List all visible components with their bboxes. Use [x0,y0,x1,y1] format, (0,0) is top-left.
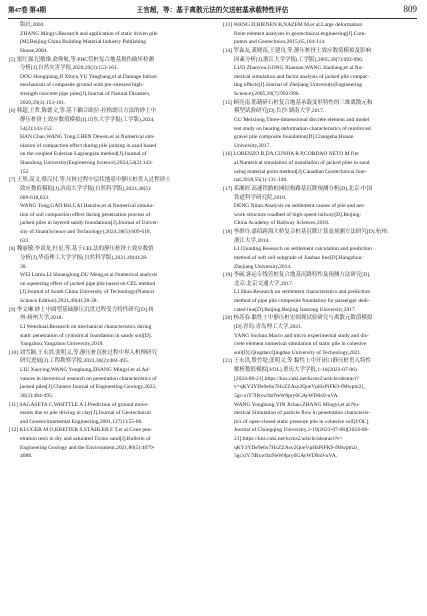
reference-line: tics of open-closed static pressure pile in cohesive soil[J/OL]. [234,418,370,425]
reference-line: LI Shuo.Research on settlement characteristics and prediction [234,289,371,296]
reference-line: 浙江大学,2014. [234,237,270,244]
reference-line: 州:扬州大学,2018. [20,315,63,322]
reference-line: [14] 罗淼友,龚晓南,王建良,等.静压桩挤土效应数值模拟及影响 [223,47,372,54]
reference-line: [17] 邓湘婷.高速铁路桩网结构路基沉降预测分析[D].北京:中国 [223,185,372,192]
reference-line: [6] 韩超,王哲,陈德文,等.基于耦合欧拉-拉格朗日方法的砂土中 [9,108,157,115]
reference-line: [M].Beijing:China Building Material Industry Publishing [20,39,147,46]
reference-line: 5gc-xiY7IRxw9ztNeW8pry6GAyWD0n9-uVA. [234,392,339,399]
reference-line: puters and Geotechnics,2015,65,104-114. [234,39,326,46]
reference-line: cated line[D].Beijing:Beijing Jiaotong University,2017. [234,306,357,313]
reference-line: etration tests in dry and saturated Ticino sand[J].Bulletin of [20,436,151,442]
reference-line: 因素分析[J].浙江大学学报(工学版),2005,39(7):992-996. [234,56,364,63]
reference-line: [11] SAGASETA C,WHITTLE A J.Prediction of ground move- [9,401,149,408]
reference-line: ulation of compaction effect during pile jacking in sand based [20,142,156,149]
reference-line: work structure roadbed of high-speed railway[D].Beijing: [234,211,362,218]
reference-line: and Geoenvironmental Engineering,2001,127(1):55-66. [20,418,143,425]
reference-line: 版社,2004. [20,22,45,28]
reference-line: static penetration of cylindrical foundation in sandy soil[D]. [20,332,152,339]
reference-line: 5gcxiY7IRxw9ztNeW8pry6GAyWD0n9-uVA. [234,453,338,460]
reference-line: merical Simulation of particle flow in penetration characteris- [234,410,371,417]
reference-line: 分析[J].自然灾害学报,2020,29(3):153-161. [20,65,119,72]
reference-line: Engineering Geology and the Environment,2021,80(5):4079- [20,444,155,451]
reference-line: LIU Xueying,WANG Yonghong,ZHANG Mingyi,et al.Ad- [20,367,151,373]
reference-line: method of soft soil subgrade of Jiashao line[D].Hangzhou: [234,254,363,261]
reference-line: vances in theoretical research on penetration characteristics of [20,375,157,382]
reference-line: sity of Jinan(Science and Technology),2024,38(5):609-618, [20,229,152,235]
reference-line: v=qKY3YDe9e6o7HxZZAsy2QoeVpHxPiFK9-fMwpm2i_ [234,384,366,391]
reference-line: Yangzhou:Yangzhou University,2018. [20,341,104,348]
reference-line: [9] 李文琳.砂土中圆型基础静压沉贯过程受力特性研究[D].扬 [9,306,154,313]
reference-line: strength concrete pipe piles[J].Journal of Natural Disasters, [20,91,151,97]
reference-line: 北京:北京交通大学,2017. [234,280,294,287]
running-title: 王官超，等：基于离散元法的欠送桩基承载特性评估 [136,7,289,14]
reference-line: [18] 李群玲.嘉绍跨海大桥复合桩基沉降计算及预测方法研究[D].杭州: [223,229,389,235]
reference-line: China Academy of Railway Sciences,2018. [234,220,330,227]
reference-line: DOU Hongqiang,JI Xinyu,YU Yanghang,et al.Damage failure [20,73,157,80]
reference-line: [D].青岛:青岛理工大学,2021. [234,323,303,330]
reference-line: ments due to pile driving in clay[J].Journal of Geotechnical [20,410,151,417]
reference-line: LI Wenshuai.Research on mechanical characteristics during [20,323,152,330]
reference-line: on the coupled Eulerian-Lagrangian method[J].Journal of [20,151,147,158]
reference-line: [J].Journal of South China University of Technology(Natural [20,289,155,296]
reference-line: 30(2):484-495. [20,392,54,399]
reference-line: 铁道科学研究院,2018. [234,194,287,201]
reference-line: 633. [20,237,30,244]
volume-issue: 第47卷 第4期 [8,7,46,14]
running-header [8,4,417,19]
reference-line: [2024-08-21].https://kns.cnki.net/kcms2/article/abstract? [234,375,359,382]
reference-line: 4088. [20,453,33,460]
reference-line: 609-618,633. [20,194,50,201]
reference-line: jacked piles in layered sandy foundations[J].Journal of Univer- [20,220,159,227]
reference-line: method of pipe pile composite foundation for passenger dedi- [234,298,370,304]
reference-line: on squeezing effect of jacked pipe pile based on CEL method [20,280,156,287]
references-left-column [9,21,203,461]
reference-line: [8] 魏丽敏,李双龙,杜星,等.基于CEL法的静压桩挤土效应数值 [9,246,154,253]
reference-line: jacked piles[J].Chinese Journal of Engineering Geology,2022, [20,384,157,391]
reference-line: ZHANG Mingyi.Research and application of static driven pile [20,30,158,37]
reference-line: [15] 顾亮南.筋籍碎石桩复合地基承载变形特性的三维离散元和 [223,99,373,106]
reference-line: 54(2):143-152. [20,125,54,132]
reference-line: qKY3YDe9e6o7HxZZAsy2QoeVpHxPiFK9-fMwpm2i_ [234,444,360,451]
reference-line: crete element numerical simulation of static pile in cohesive [234,341,367,348]
reference-line: 研究进展[J].工程勘察学报,2022,30(2):484-495. [20,358,130,365]
reference-line: nal,2018,55(1):131-146. [234,177,288,184]
reference-line: 152. [20,168,30,175]
reference-line: 2020,29(3):153-161. [20,99,66,106]
reference-line: Journal of Chongqing University,1-10(2023-07-06)[2024-08- [234,427,369,434]
reference-line: LI Chunling.Research on settlement calculation and prediction [234,246,372,253]
reference-line: House,2004. [20,47,48,54]
reference-line: [7] 王彤,高文,蔡汉付,等.压桩过程中层状地基中静压桩贯入过程挤土 [9,177,171,184]
reference-line: [12] KLUGER M O,KREITER S,STÄHLER F T,et al.Cone pen- [9,427,153,434]
reference-line: YANG Suchun.Macro and micro experimental study and dis- [234,332,369,339]
reference-line: Shandong University(Engineering Science),2024,54(2):143- [20,160,153,166]
reference-line: al.Numerical simulation of installation of jacked piles in sand [234,160,370,166]
reference-line: Zhejiang University,2014. [234,263,292,270]
page-number: 809 [403,4,417,14]
reference-line: 效应数值模拟[J].济南大学学报(自然科学版),2024,38(5): [20,185,152,192]
references-right-column [223,21,417,461]
reference-line: [5] 窦红强,纪敏维,俞仰航,等.PHC管桩复合地基损伤破坏检测 [9,56,154,63]
reference-line: 解析数值模拟[J/OL].重庆大学学报,1-10(2023-07-06) [234,367,357,373]
reference-line: test study on bearing deformation characteristics of reinforced [234,125,371,132]
reference-line: Science Edition),2021,49(4):28-38. [20,298,98,304]
reference-line: DENG Nitao.Analysis on settlement causes of pile and net- [234,203,365,210]
reference-line: [21] 王永洪,殷竹堤,张明义,等.黏性土中开闭口静压桩贯入特性 [223,358,372,365]
reference-line: University,2017. [234,142,271,149]
reference-line: WEI Limin,LI Shuanglong,DU Meng,et al.Numerical analysis [20,272,158,279]
reference-line: Science),2005,39(7):992-996. [234,91,300,97]
reference-line: GU Meixiong.Three-dimensional discrete element and model [234,116,370,123]
reference-line: ting effects[J].Journal of Zhejiang University(Engineering [234,82,363,89]
reference-line: soil[D].Qingdao:Qingdao University of Technology,2021. [234,349,362,356]
reference-line: [16] LORENZO R,DA CUNHA R P,CORDAO NETO M P,et [223,151,359,158]
reference-line: 21].https://kns.cnki.net/kcms2/article/abstract?v= [234,436,343,442]
reference-line: finite element analyses in geotechnical engineering[J].Com- [234,30,367,37]
reference-line: LUO Zhaoyou,GONG Xiaonan,WANG Jianliang,et al.Nu- [234,65,364,72]
reference-line: mechanism of composite ground with pre-stressed high- [20,82,144,89]
reference-line: using material point method[J].Canadian Geotechnical Jour- [234,168,367,175]
reference-line: HAN Chao,WANG Tong,CHEN Dewen,et al.Numerical sim- [20,134,155,141]
reference-line: gravel pile composite foundation[D].Changsha:Hunan [234,134,354,141]
reference-line: [20] 杨苏春.黏性土中静压桩宏细观试验研究与离散元数值模拟 [223,315,373,322]
reference-line: WANG Yonghong,YIN Jichao,ZHANG Mingyi,et al.Nu- [234,401,360,408]
reference-line: merical simulation and factor analysis of jacked pile compac- [234,73,370,80]
reference-line: 38. [20,263,27,270]
reference-line: 分析[J].华南理工大学学报(自然科学版),2021,49(4):28- [20,254,148,261]
reference-line: tion of soil compaction effect during penetration process of [20,211,151,218]
reference-line: [19] 李硕.客运专线管桩复合地基沉降特性及预测方法研究[D]. [223,272,371,279]
reference-line: [10] 刘雪颖,王永洪,张明义,等.静压桩沉桩过程中界入机理研究 [9,349,158,356]
reference-line: 静压桩挤土效应数值模拟[J].山东大学学报(工学版),2024, [20,116,155,123]
reference-line: 模型试验研究[D].长沙:湖南大学,2017. [234,108,325,115]
reference-line: WANG Tong,GAO Bei,CAI Hanzhu,et al.Numerical simula- [20,203,154,210]
reference-line: [13] WANG D,BIENEN B,NAZEM M,et al.Large deformation [223,22,363,28]
